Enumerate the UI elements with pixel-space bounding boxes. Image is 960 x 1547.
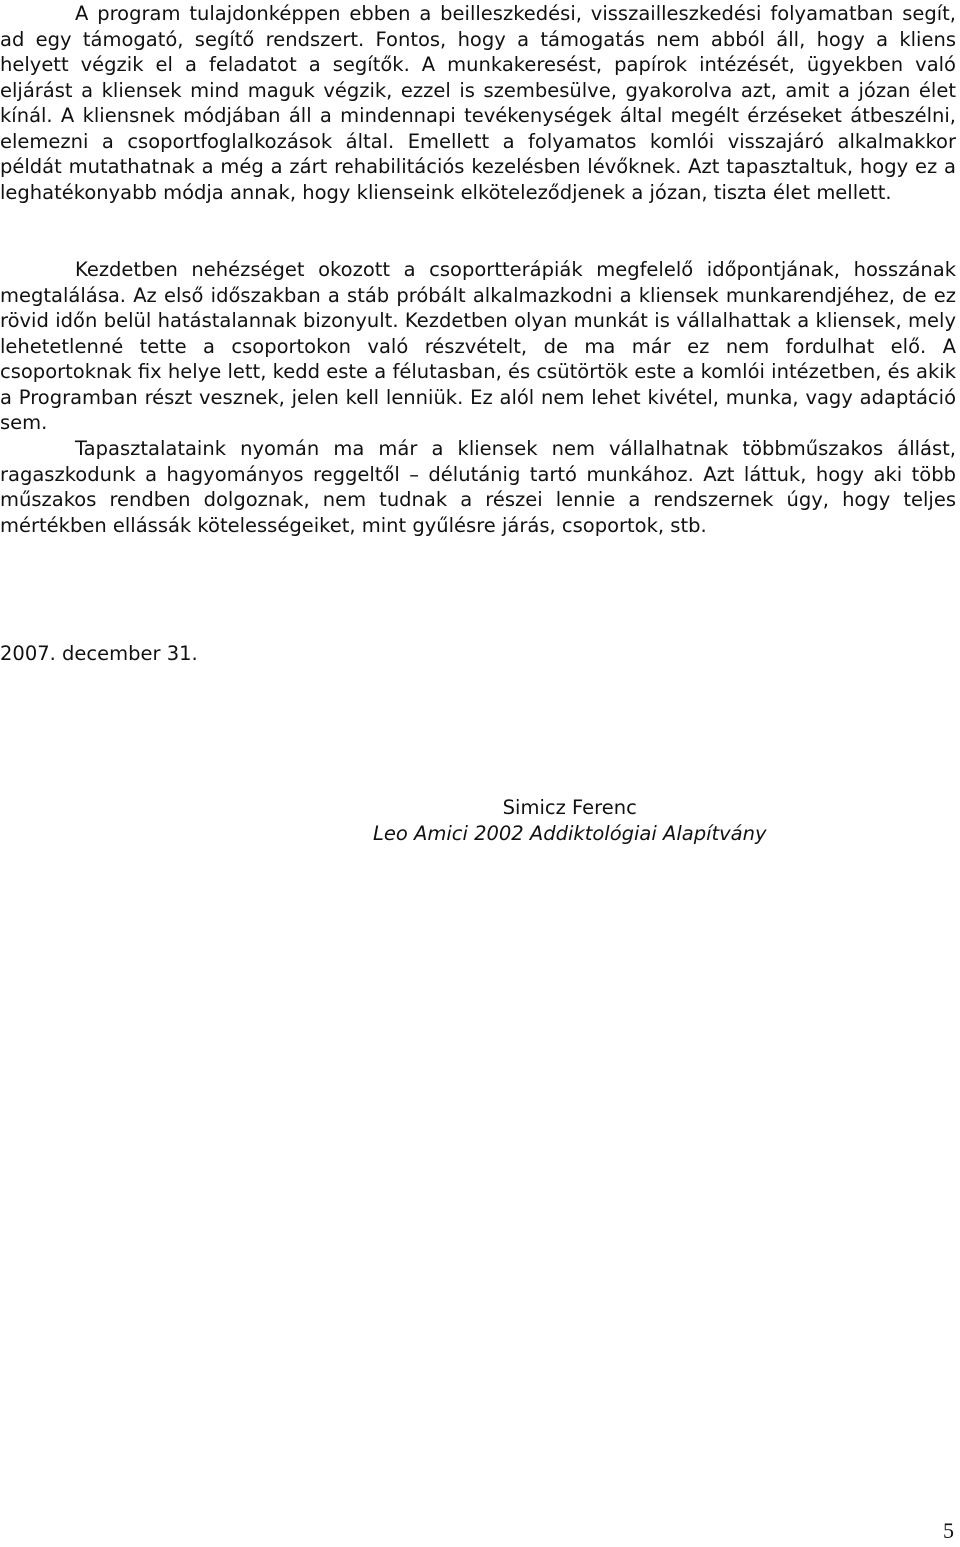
signature-name: Simicz Ferenc xyxy=(502,796,637,819)
page-number: 5 xyxy=(943,1518,954,1543)
document-date: 2007. december 31. xyxy=(0,642,198,665)
body-text-block-3 xyxy=(0,436,956,538)
paragraph-work-shifts: Tapasztalataink nyomán ma már a kliensek nem vállalhatnak többműszakos állást, ragaszkodunk a hagyományos reggeltől – délutánig tartó munkához. Azt láttuk, hogy aki több műszakos rendben dolgoznak, nem tudnak a részei lennie a rendszernek úgy, hogy teljes mértékben ellássák kötelességeiket, mint gyűlésre járás, csoportok, stb. xyxy=(0,437,956,537)
signature-organization: Leo Amici 2002 Addiktológiai Alapítvány xyxy=(373,821,767,845)
paragraph-group-therapy-timing: Kezdetben nehézséget okozott a csoportterápiák megfelelő időpontjának, hosszának megtalálása. Az első időszakban a stáb próbált alkalmazkodni a kliensek munkarendjéhez, de ez rövid időn belül hatástalannak bizonyult. Kezdetben olyan munkát is vállalhattak a kliensek, mely lehetetlenné tette a csoportokon való részvételt, de ma már ez nem fordulhat elő. A csoportoknak fix helye lett, kedd este a félutasban, és csütörtök este a komlói intézetben, és akik a Programban részt vesznek, jelen kell lenniük. Ez alól nem lehet kivétel, munka, vagy adaptáció sem. xyxy=(0,258,956,434)
body-text-block-2 xyxy=(0,257,956,436)
body-text-block-1 xyxy=(0,1,956,205)
signature-block xyxy=(373,795,767,846)
paragraph-program-support: A program tulajdonképpen ebben a beilleszkedési, visszailleszkedési folyamatban segít, ad egy támogató, segítő rendszert. Fontos, hogy a támogatás nem abból áll, hogy a kliens helyett végzik el a feladatot a segítők. A munkakeresést, papírok intézését, ügyekben való eljárást a kliensek mind maguk végzik, ezzel is szembesülve, gyakorolva azt, amit a józan élet kínál. A kliensnek módjában áll a mindennapi tevékenységek által megélt érzéseket átbeszélni, elemezni a csoportfoglalkozások által. Emellett a folyamatos komlói visszajáró alkalmakkor példát mutathatnak a még a zárt rehabilitációs kezelésben lévőknek. Azt tapasztaltuk, hogy ez a leghatékonyabb módja annak, hogy klienseink elköteleződjenek a józan, tiszta élet mellett. xyxy=(0,2,956,204)
